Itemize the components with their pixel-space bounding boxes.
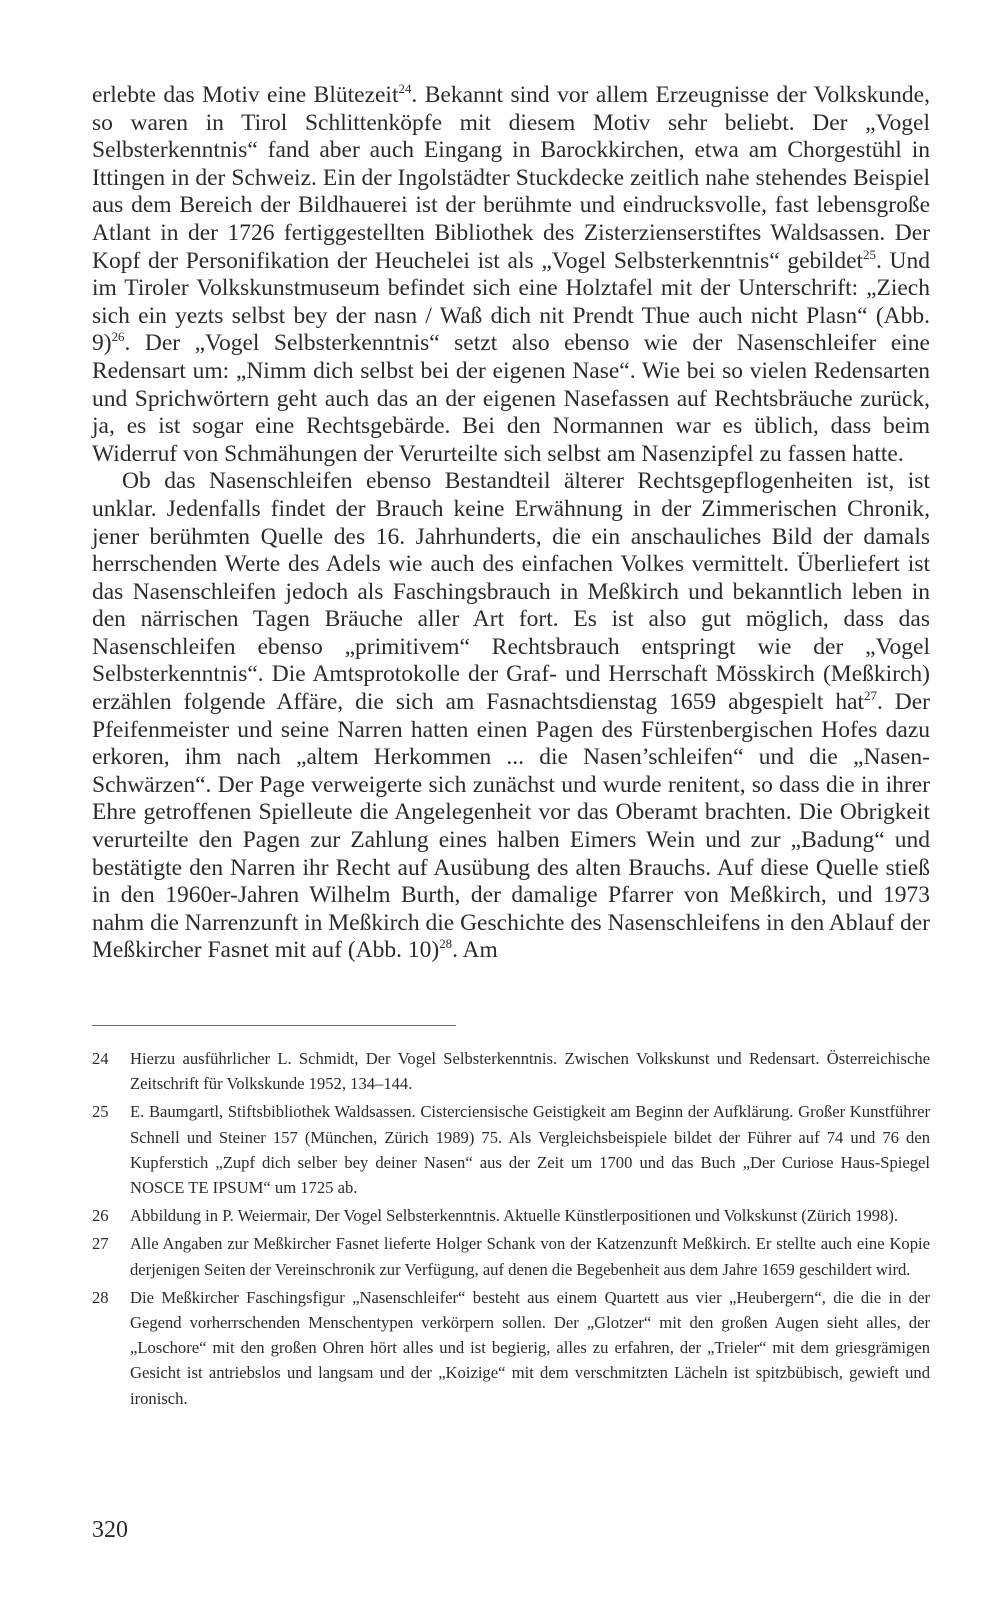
footnote-text: Abbildung in P. Weiermair, Der Vogel Selbsterkenntnis. Aktuelle Künstlerpositionen und Volkskunst (Zürich 1998). — [130, 1206, 899, 1226]
footnote-text: E. Baumgartl, Stiftsbibliothek Waldsassen. Cisterciensische Geistigkeit am Beginn der Aufklärung. Großer Kunstführer Schnell und Steiner 157 (München, Zürich 1989) 75. Als Vergleichsbeispiele bildet der Führer auf 74 und 76 den Kupferstich „Zupf dich selber bey deiner Nasen“ aus der Zeit um 1700 und das Buch „Der Curiose Haus-Spiegel NOSCE TE IPSUM“ um 1725 ab. — [130, 1102, 930, 1198]
footnote-ref-25[interactable]: 25 — [863, 246, 876, 262]
footnote-ref-24[interactable]: 24 — [398, 80, 412, 96]
footnote-number: 27 — [92, 1234, 109, 1254]
text-run: . Bekannt sind vor allem Erzeugnisse der Volkskunde, so waren in Tirol Schlittenköpfe mit diesem Motiv sehr beliebt. Der „Vogel Selbsterkenntnis“ fand aber auch Eingang in Barockkirchen, etwa am Chorgestühl in Ittingen in der Schweiz. Ein der Ingolstädter Stuckdecke zeitlich nahe stehendes Beispiel aus dem Bereich der Bildhauerei ist der berühmte und eindrucksvolle, fast lebensgroße Atlant in der 1726 fertiggestellten Bibliothek des Zisterzienserstiftes Waldsassen. Der Kopf der Personifikation der Heuchelei ist als „Vogel Selbsterkenntnis“ gebildet — [92, 82, 930, 274]
footnote-24 — [92, 1046, 930, 1096]
footnote-28 — [92, 1285, 930, 1411]
footnote-text: Hierzu ausführlicher L. Schmidt, Der Vogel Selbsterkenntnis. Zwischen Volkskunst und Redensart. Österreichische Zeitschrift für Volkskunde 1952, 134–144. — [130, 1049, 930, 1094]
text-run: erlebte das Motiv eine Blütezeit — [92, 82, 399, 108]
footnote-number: 26 — [92, 1206, 109, 1226]
footnote-divider — [92, 1025, 456, 1026]
footnote-number: 28 — [92, 1287, 109, 1307]
footnote-27 — [92, 1231, 930, 1281]
footnote-ref-26[interactable]: 26 — [111, 329, 125, 345]
footnote-26 — [92, 1203, 930, 1228]
footnote-number: 25 — [92, 1102, 109, 1122]
footnote-number: 24 — [92, 1049, 109, 1068]
footnotes — [92, 1046, 930, 1414]
paragraph-1 — [92, 82, 930, 468]
text-run: . Der Pfeifenmeister und seine Narren hatten einen Pagen des Fürstenbergischen Hofes dazu erkoren, ihm nach „altem Herkommen ... die Nasen’schleifen“ und die „Nasen-Schwärzen“. Der Page verweigerte sich zunächst und wurde renitent, so dass die in ihrer Ehre getroffenen Spielleute die Angelegenheit vor das Oberamt brachten. Die Obrigkeit verurteilte den Pagen zur Zahlung eines halben Eimers Wein und zur „Badung“ und bestätigte den Narren ihr Recht auf Ausübung des alten Brauchs. Auf diese Quelle stieß in den 1960er-Jahren Wilhelm Burth, der damalige Pfarrer von Meßkirch, und 1973 nahm die Narrenzunft in Meßkirch die Geschichte des Nasenschleifens in den Ablauf der Meßkircher Fasnet mit auf (Abb. 10) — [92, 689, 930, 964]
paragraph-2 — [92, 468, 930, 965]
page-number: 320 — [92, 1517, 128, 1543]
footnote-ref-28[interactable]: 28 — [439, 936, 453, 952]
footnote-25 — [92, 1099, 930, 1200]
main-text — [92, 82, 930, 965]
text-run: . Und im Tiroler Volkskunstmuseum befindet sich eine Holztafel mit der Unterschrift: „Ziech sich ein yezts selbst bey der nasn / Waß dich nit Prendt Thue auch nicht Plasn“ (Abb. 9) — [92, 247, 930, 357]
footnote-ref-27[interactable]: 27 — [864, 688, 877, 704]
footnote-text: Alle Angaben zur Meßkircher Fasnet lieferte Holger Schank von der Katzenzunft Meßkirch. Er stellte auch eine Kopie derjenigen Seiten der Vereinschronik zur Verfügung, auf denen die Begebenheit aus dem Jahre 1659 geschildert wird. — [130, 1234, 930, 1279]
footnote-text: Die Meßkircher Faschingsfigur „Nasenschleifer“ besteht aus einem Quartett aus vier „Heubergern“, die die in der Gegend vorherrschenden Menschentypen verkörpern sollen. Der „Glotzer“ mit den großen Augen sieht alles, der „Loschore“ mit den großen Ohren hört alles und ist begierig, alles zu erfahren, der „Trieler“ mit dem griesgrämigen Gesicht ist antriebslos und langsam und der „Koizige“ mit dem verschmitzten Lächeln ist spitzbübisch, gewieft und ironisch. — [130, 1287, 930, 1408]
text-run: Ob das Nasenschleifen ebenso Bestandteil älterer Rechtsgepflogenheiten ist, ist unklar. Jedenfalls findet der Brauch keine Erwähnung in der Zimmerischen Chronik, jener berühmten Quelle des 16. Jahrhunderts, die ein anschauliches Bild der damals herrschenden Werte des Adels wie auch des einfachen Volkes vermittelt. Überliefert ist das Nasenschleifen jedoch als Faschingsbrauch in Meßkirch und bekanntlich leben in den närrischen Tagen Bräuche aller Art fort. Es ist also gut möglich, dass das Nasenschleifen ebenso „primitivem“ Rechtsbrauch entspringt wie der „Vogel Selbsterkenntnis“. Die Amtsprotokolle der Graf- und Herrschaft Mösskirch (Meßkirch) erzählen folgende Affäre, die sich am Fasnachtsdienstag 1659 abgespielt hat — [92, 468, 930, 716]
text-run: . Am — [452, 937, 498, 964]
text-run: . Der „Vogel Selbsterkenntnis“ setzt also ebenso wie der Nasenschleifer eine Redensart um: „Nimm dich selbst bei der eigenen Nase“. Wie bei so vielen Redensarten und Sprichwörtern geht auch das an der eigenen Nasefassen auf Rechtsbräuche zurück, ja, es ist sogar eine Rechtsgebärde. Bei den Normannen war es üblich, dass beim Widerruf von Schmähungen der Verurteilte sich selbst am Nasenzipfel zu fassen hatte. — [92, 330, 930, 467]
